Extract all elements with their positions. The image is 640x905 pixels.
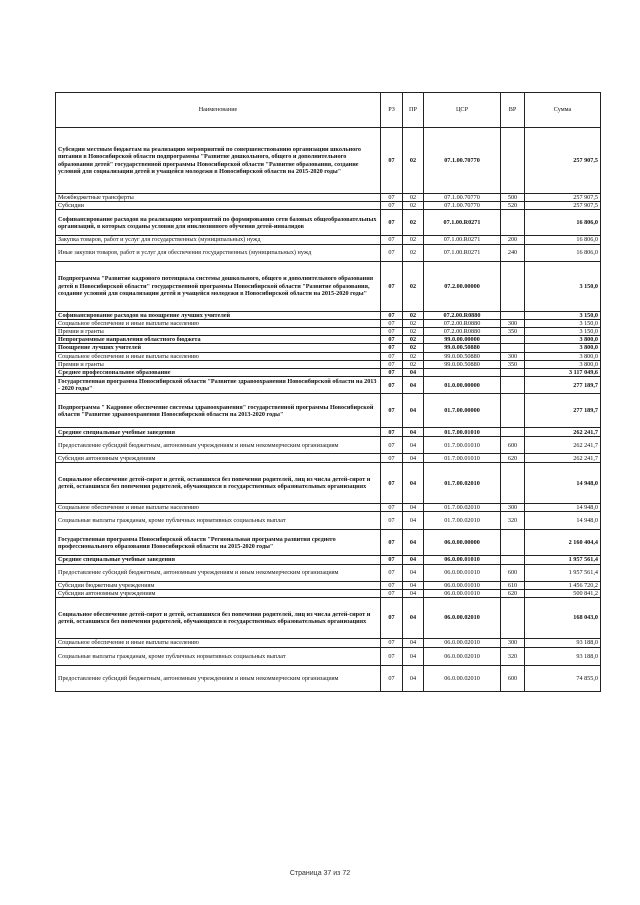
row-vr-cell: 320: [501, 648, 525, 666]
row-csr-cell: 07.2.00.R0880: [424, 328, 501, 336]
row-name-cell: Софинансирование расходов на поощрение лучших учителей: [56, 311, 381, 319]
row-csr-cell: 07.1.00.R0271: [424, 244, 501, 261]
row-pr-cell: 04: [403, 428, 424, 437]
row-pr-cell: 04: [403, 581, 424, 589]
row-vr-cell: [501, 336, 525, 344]
table-row: [56, 463, 601, 504]
row-pr-cell: 02: [403, 236, 424, 244]
row-vr-cell: 500: [501, 194, 525, 202]
row-csr-cell: 07.1.00.R0271: [424, 236, 501, 244]
row-sum-cell: 2 160 404,4: [525, 530, 601, 556]
row-rz-cell: 07: [381, 428, 403, 437]
row-rz-cell: 07: [381, 377, 403, 394]
table-row: [56, 504, 601, 512]
row-name-cell: Социальное обеспечение детей-сирот и детей, оставшихся без попечения родителей, лиц из числа детей-сирот и детей, оставшихся без попечения родителей, обучающихся в государственных образовательных организациях: [56, 598, 381, 639]
row-sum-cell: 3 800,0: [525, 352, 601, 360]
row-sum-cell: 262 241,7: [525, 437, 601, 454]
table-row: [56, 128, 601, 194]
row-sum-cell: 3 800,0: [525, 360, 601, 368]
table-row: [56, 454, 601, 463]
row-vr-cell: [501, 210, 525, 236]
row-csr-cell: 06.0.00.01010: [424, 564, 501, 581]
row-csr-cell: 06.0.00.01010: [424, 581, 501, 589]
table-row: [56, 344, 601, 352]
row-name-cell: Субсидии автономным учреждениям: [56, 589, 381, 597]
row-name-cell: Субсидии: [56, 202, 381, 210]
row-rz-cell: 07: [381, 598, 403, 639]
row-pr-cell: 04: [403, 589, 424, 597]
row-pr-cell: 04: [403, 463, 424, 504]
row-rz-cell: 07: [381, 556, 403, 564]
row-pr-cell: 02: [403, 328, 424, 336]
row-vr-cell: 320: [501, 512, 525, 530]
row-csr-cell: 01.0.00.00000: [424, 377, 501, 394]
row-rz-cell: 07: [381, 261, 403, 311]
row-pr-cell: 02: [403, 202, 424, 210]
table-row: [56, 589, 601, 597]
row-csr-cell: 07.1.00.70770: [424, 128, 501, 194]
row-pr-cell: 04: [403, 556, 424, 564]
table-row: [56, 556, 601, 564]
row-vr-cell: 240: [501, 244, 525, 261]
header-name: Наименование: [56, 93, 381, 128]
row-rz-cell: 07: [381, 210, 403, 236]
row-pr-cell: 04: [403, 666, 424, 692]
row-name-cell: Иные закупки товаров, работ и услуг для обеспечения государственных (муниципальных) нужд: [56, 244, 381, 261]
row-csr-cell: 01.7.00.00000: [424, 394, 501, 428]
row-vr-cell: 520: [501, 202, 525, 210]
row-csr-cell: 06.0.00.02010: [424, 648, 501, 666]
row-pr-cell: 02: [403, 244, 424, 261]
table-row: [56, 360, 601, 368]
row-csr-cell: 06.0.00.02010: [424, 639, 501, 648]
row-csr-cell: 01.7.00.01010: [424, 454, 501, 463]
row-sum-cell: 257 907,5: [525, 194, 601, 202]
row-sum-cell: 262 241,7: [525, 454, 601, 463]
row-name-cell: Среднее профессиональное образование: [56, 369, 381, 377]
table-row: [56, 261, 601, 311]
row-name-cell: Субсидии автономным учреждениям: [56, 454, 381, 463]
row-rz-cell: 07: [381, 454, 403, 463]
row-name-cell: Премии и гранты: [56, 328, 381, 336]
row-pr-cell: 02: [403, 352, 424, 360]
row-name-cell: Закупка товаров, работ и услуг для государственных (муниципальных) нужд: [56, 236, 381, 244]
row-sum-cell: 14 948,0: [525, 512, 601, 530]
row-vr-cell: 600: [501, 564, 525, 581]
row-rz-cell: 07: [381, 639, 403, 648]
row-name-cell: Субсидии местным бюджетам на реализацию мероприятий по совершенствованию организации школьного питания в Новосибирской области подпрограммы "Развитие дошкольного, общего и дополнительного образования детей" государственной программы Новосибирской области "Развитие образования, создание условий для социализации детей и учащейся молодежи в Новосибирской области на 2015-2020 годы": [56, 128, 381, 194]
page-number: Страница 37 из 72: [289, 870, 351, 877]
row-rz-cell: 07: [381, 394, 403, 428]
row-vr-cell: 300: [501, 319, 525, 327]
table-header-row: [56, 93, 601, 128]
row-pr-cell: 04: [403, 377, 424, 394]
row-vr-cell: [501, 556, 525, 564]
row-name-cell: Предоставление субсидий бюджетным, автономным учреждениям и иным некоммерческим организациям: [56, 564, 381, 581]
row-sum-cell: 257 907,5: [525, 202, 601, 210]
row-name-cell: Социальные выплаты гражданам, кроме публичных нормативных социальных выплат: [56, 512, 381, 530]
row-rz-cell: 07: [381, 564, 403, 581]
row-pr-cell: 04: [403, 454, 424, 463]
row-name-cell: Непрограммные направления областного бюджета: [56, 336, 381, 344]
row-rz-cell: 07: [381, 328, 403, 336]
budget-table: [55, 92, 601, 692]
row-rz-cell: 07: [381, 589, 403, 597]
row-name-cell: Социальное обеспечение и иные выплаты населению: [56, 319, 381, 327]
row-vr-cell: 600: [501, 437, 525, 454]
row-rz-cell: 07: [381, 463, 403, 504]
row-pr-cell: 04: [403, 504, 424, 512]
row-vr-cell: [501, 261, 525, 311]
row-rz-cell: 07: [381, 512, 403, 530]
header-sum: Сумма: [525, 93, 601, 128]
row-sum-cell: 93 188,0: [525, 648, 601, 666]
row-sum-cell: 3 150,0: [525, 261, 601, 311]
header-csr: ЦСР: [424, 93, 501, 128]
row-name-cell: Подпрограмма "Развитие кадрового потенциала системы дошкольного, общего и дополнительного образования детей в Новосибирской области" государственной программы Новосибирской области "Развитие образования, создание условий для социализации детей и учащейся молодежи в Новосибирской области на 2015-2020 годы": [56, 261, 381, 311]
row-csr-cell: 99.0.00.50880: [424, 352, 501, 360]
row-sum-cell: 168 043,0: [525, 598, 601, 639]
header-vr: ВР: [501, 93, 525, 128]
row-csr-cell: 99.0.00.00000: [424, 336, 501, 344]
table-row: [56, 336, 601, 344]
row-pr-cell: 02: [403, 319, 424, 327]
row-sum-cell: 262 241,7: [525, 428, 601, 437]
row-name-cell: Социальное обеспечение детей-сирот и детей, оставшихся без попечения родителей, лиц из числа детей-сирот и детей, оставшихся без попечения родителей, обучающихся в государственных образовательных организациях: [56, 463, 381, 504]
row-pr-cell: 02: [403, 336, 424, 344]
table-row: [56, 194, 601, 202]
row-sum-cell: 16 806,0: [525, 210, 601, 236]
row-sum-cell: 3 800,0: [525, 344, 601, 352]
row-rz-cell: 07: [381, 236, 403, 244]
row-vr-cell: 620: [501, 589, 525, 597]
row-vr-cell: [501, 369, 525, 377]
row-name-cell: Субсидии бюджетным учреждениям: [56, 581, 381, 589]
row-rz-cell: 07: [381, 437, 403, 454]
row-pr-cell: 04: [403, 639, 424, 648]
row-vr-cell: 300: [501, 504, 525, 512]
row-sum-cell: 16 806,0: [525, 236, 601, 244]
row-sum-cell: 1 456 720,2: [525, 581, 601, 589]
row-pr-cell: 04: [403, 598, 424, 639]
row-vr-cell: [501, 377, 525, 394]
row-sum-cell: 14 948,0: [525, 463, 601, 504]
row-csr-cell: 07.2.00.R0880: [424, 311, 501, 319]
row-rz-cell: 07: [381, 648, 403, 666]
row-vr-cell: 300: [501, 639, 525, 648]
row-name-cell: Подпрограмма " Кадровое обеспечение системы здравоохранения" государственной программы Новосибирской области "Развитие здравоохранения Новосибирской области на 2013-2020 годы": [56, 394, 381, 428]
row-name-cell: Софинансирование расходов на реализацию мероприятий по формированию сети базовых общеобразовательных организаций, в которых созданы условия для инклюзивного обучения детей-инвалидов: [56, 210, 381, 236]
table-row: [56, 236, 601, 244]
row-vr-cell: [501, 311, 525, 319]
row-sum-cell: 3 117 049,6: [525, 369, 601, 377]
row-csr-cell: 07.1.00.R0271: [424, 210, 501, 236]
table-body: [56, 128, 601, 692]
table-row: [56, 328, 601, 336]
row-name-cell: Средние специальные учебные заведения: [56, 428, 381, 437]
row-pr-cell: 04: [403, 369, 424, 377]
row-vr-cell: [501, 530, 525, 556]
row-sum-cell: 93 188,0: [525, 639, 601, 648]
row-pr-cell: 04: [403, 394, 424, 428]
row-sum-cell: 277 189,7: [525, 394, 601, 428]
row-vr-cell: 600: [501, 666, 525, 692]
table-row: [56, 377, 601, 394]
row-sum-cell: 3 150,0: [525, 311, 601, 319]
row-vr-cell: 610: [501, 581, 525, 589]
row-rz-cell: 07: [381, 311, 403, 319]
header-pr: ПР: [403, 93, 424, 128]
row-pr-cell: 02: [403, 311, 424, 319]
row-sum-cell: 3 150,0: [525, 319, 601, 327]
row-name-cell: Межбюджетные трансферты: [56, 194, 381, 202]
row-sum-cell: 277 189,7: [525, 377, 601, 394]
row-sum-cell: 1 957 561,4: [525, 564, 601, 581]
row-csr-cell: 01.7.00.02010: [424, 512, 501, 530]
table-row: [56, 202, 601, 210]
row-csr-cell: 06.0.00.01010: [424, 556, 501, 564]
row-csr-cell: 06.0.00.02010: [424, 598, 501, 639]
row-pr-cell: 02: [403, 128, 424, 194]
row-sum-cell: 257 907,5: [525, 128, 601, 194]
table-row: [56, 530, 601, 556]
row-pr-cell: 02: [403, 194, 424, 202]
row-sum-cell: 3 150,0: [525, 328, 601, 336]
table-row: [56, 598, 601, 639]
row-name-cell: Социальное обеспечение и иные выплаты населению: [56, 352, 381, 360]
row-csr-cell: 01.7.00.02010: [424, 463, 501, 504]
table-row: [56, 428, 601, 437]
table-row: [56, 648, 601, 666]
row-sum-cell: 3 800,0: [525, 336, 601, 344]
header-rz: РЗ: [381, 93, 403, 128]
row-csr-cell: [424, 369, 501, 377]
row-name-cell: Предоставление субсидий бюджетным, автономным учреждениям и иным некоммерческим организациям: [56, 437, 381, 454]
row-rz-cell: 07: [381, 581, 403, 589]
table-row: [56, 369, 601, 377]
row-rz-cell: 07: [381, 319, 403, 327]
row-vr-cell: 200: [501, 236, 525, 244]
row-name-cell: Государственная программа Новосибирской области "Региональная программа развития среднего профессионального образования Новосибирской области на 2015-2020 годы": [56, 530, 381, 556]
table-row: [56, 581, 601, 589]
row-vr-cell: [501, 598, 525, 639]
row-sum-cell: 500 841,2: [525, 589, 601, 597]
row-name-cell: Средние специальные учебные заведения: [56, 556, 381, 564]
row-rz-cell: 07: [381, 352, 403, 360]
row-vr-cell: 300: [501, 352, 525, 360]
row-name-cell: Государственная программа Новосибирской области "Развитие здравоохранения Новосибирской области на 2013 - 2020 годы": [56, 377, 381, 394]
row-sum-cell: 1 957 561,4: [525, 556, 601, 564]
row-pr-cell: 04: [403, 648, 424, 666]
row-name-cell: Поощрение лучших учителей: [56, 344, 381, 352]
table-row: [56, 564, 601, 581]
row-vr-cell: [501, 344, 525, 352]
row-csr-cell: 99.0.00.50880: [424, 344, 501, 352]
row-rz-cell: 07: [381, 666, 403, 692]
row-csr-cell: 99.0.00.50880: [424, 360, 501, 368]
row-pr-cell: 02: [403, 360, 424, 368]
table-row: [56, 319, 601, 327]
row-rz-cell: 07: [381, 194, 403, 202]
row-sum-cell: 16 806,0: [525, 244, 601, 261]
row-pr-cell: 02: [403, 261, 424, 311]
table-row: [56, 512, 601, 530]
row-rz-cell: 07: [381, 244, 403, 261]
row-csr-cell: 07.1.00.70770: [424, 202, 501, 210]
table-row: [56, 666, 601, 692]
row-csr-cell: 01.7.00.01010: [424, 428, 501, 437]
row-rz-cell: 07: [381, 504, 403, 512]
row-pr-cell: 02: [403, 210, 424, 236]
row-csr-cell: 06.0.00.00000: [424, 530, 501, 556]
row-vr-cell: 350: [501, 360, 525, 368]
row-rz-cell: 07: [381, 344, 403, 352]
row-pr-cell: 04: [403, 437, 424, 454]
row-rz-cell: 07: [381, 530, 403, 556]
row-name-cell: Социальное обеспечение и иные выплаты населению: [56, 504, 381, 512]
row-name-cell: Предоставление субсидий бюджетным, автономным учреждениям и иным некоммерческим организациям: [56, 666, 381, 692]
row-rz-cell: 07: [381, 336, 403, 344]
row-vr-cell: [501, 394, 525, 428]
row-vr-cell: 620: [501, 454, 525, 463]
table-row: [56, 210, 601, 236]
row-pr-cell: 04: [403, 564, 424, 581]
table-row: [56, 244, 601, 261]
row-rz-cell: 07: [381, 202, 403, 210]
table-row: [56, 639, 601, 648]
row-csr-cell: 06.0.00.02010: [424, 666, 501, 692]
row-pr-cell: 04: [403, 530, 424, 556]
row-csr-cell: 07.2.00.R0880: [424, 319, 501, 327]
row-csr-cell: 06.0.00.01010: [424, 589, 501, 597]
row-vr-cell: [501, 128, 525, 194]
row-csr-cell: 07.1.00.70770: [424, 194, 501, 202]
row-rz-cell: 07: [381, 128, 403, 194]
row-csr-cell: 01.7.00.02010: [424, 504, 501, 512]
row-name-cell: Социальные выплаты гражданам, кроме публичных нормативных социальных выплат: [56, 648, 381, 666]
row-rz-cell: 07: [381, 360, 403, 368]
row-rz-cell: 07: [381, 369, 403, 377]
row-name-cell: Социальное обеспечение и иные выплаты населению: [56, 639, 381, 648]
row-pr-cell: 02: [403, 344, 424, 352]
row-csr-cell: 01.7.00.01010: [424, 437, 501, 454]
row-vr-cell: [501, 463, 525, 504]
row-name-cell: Премии и гранты: [56, 360, 381, 368]
row-sum-cell: 74 855,0: [525, 666, 601, 692]
row-vr-cell: [501, 428, 525, 437]
row-csr-cell: 07.2.00.00000: [424, 261, 501, 311]
table-row: [56, 437, 601, 454]
row-vr-cell: 350: [501, 328, 525, 336]
table-row: [56, 394, 601, 428]
row-sum-cell: 14 948,0: [525, 504, 601, 512]
table-row: [56, 352, 601, 360]
row-pr-cell: 04: [403, 512, 424, 530]
table-row: [56, 311, 601, 319]
